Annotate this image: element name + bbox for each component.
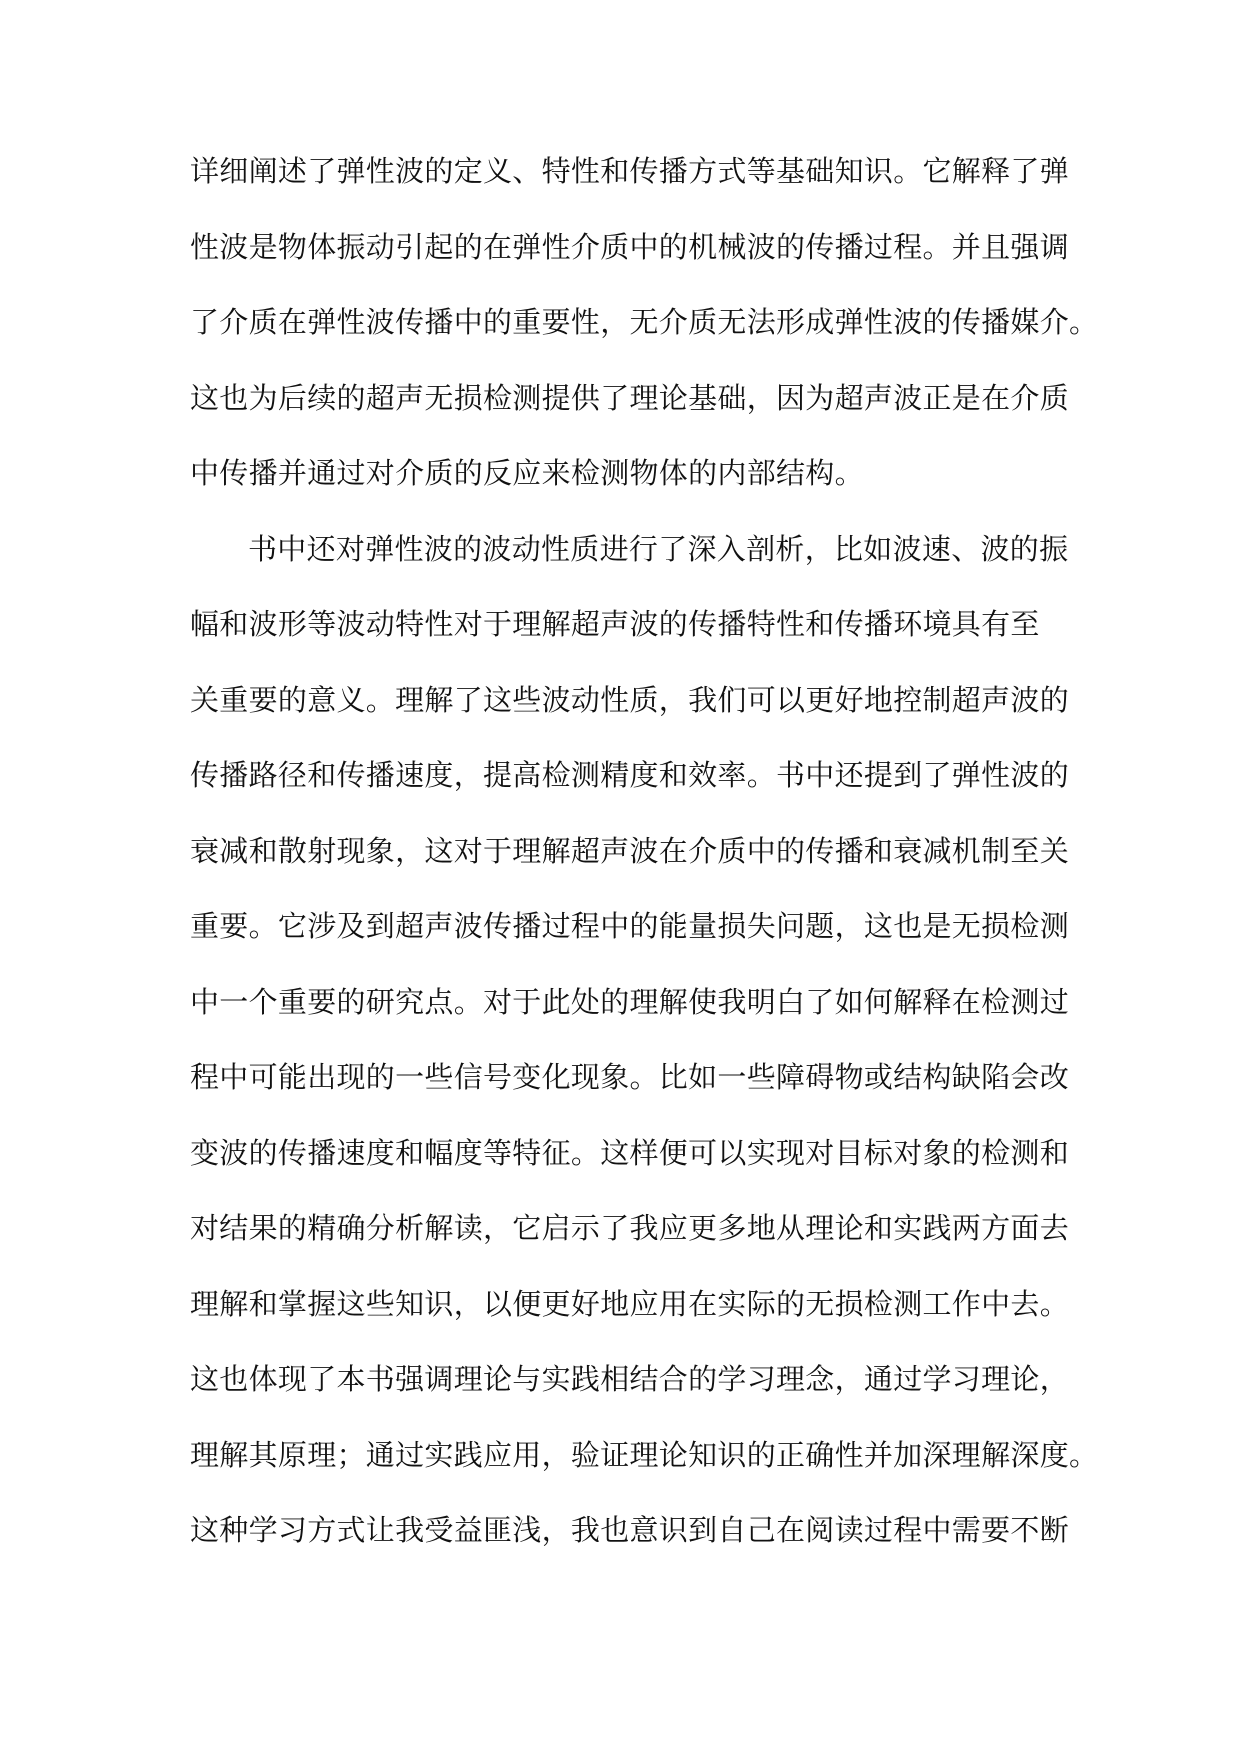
text-line: 重要。它涉及到超声波传播过程中的能量损失问题，这也是无损检测 <box>190 909 1070 943</box>
text-line: 了介质在弹性波传播中的重要性，无介质无法形成弹性波的传播媒介。 <box>190 305 1099 339</box>
text-line: 关重要的意义。理解了这些波动性质，我们可以更好地控制超声波的 <box>190 682 1070 717</box>
text-line: 性波是物体振动引起的在弹性介质中的机械波的传播过程。并且强调 <box>190 229 1070 264</box>
text-line: 理解其原理；通过实践应用，验证理论知识的正确性并加深理解深度。 <box>190 1437 1099 1472</box>
text-line: 变波的传播速度和幅度等特征。这样便可以实现对目标对象的检测和 <box>190 1135 1070 1170</box>
text-line: 这也为后续的超声无损检测提供了理论基础，因为超声波正是在介质 <box>190 380 1070 415</box>
text-line: 传播路径和传播速度，提高检测精度和效率。书中还提到了弹性波的 <box>190 758 1070 792</box>
text-line: 衰减和散射现象，这对于理解超声波在介质中的传播和衰减机制至关 <box>190 833 1070 868</box>
body-text <box>190 141 1099 1576</box>
text-line: 对结果的精确分析解读，它启示了我应更多地从理论和实践两方面去 <box>190 1211 1070 1245</box>
text-line: 这也体现了本书强调理论与实践相结合的学习理念，通过学习理论， <box>190 1362 1070 1396</box>
paragraph-first-line: 书中还对弹性波的波动性质进行了深入剖析，比如波速、波的振 <box>248 531 1069 566</box>
text-line: 详细阐述了弹性波的定义、特性和传播方式等基础知识。它解释了弹 <box>190 154 1070 188</box>
text-line: 理解和掌握这些知识，以便更好地应用在实际的无损检测工作中去。 <box>190 1286 1070 1321</box>
text-line: 幅和波形等波动特性对于理解超声波的传播特性和传播环境具有至 <box>190 607 1040 641</box>
text-line: 中一个重要的研究点。对于此处的理解使我明白了如何解释在检测过 <box>190 984 1070 1019</box>
text-line: 中传播并通过对介质的反应来检测物体的内部结构。 <box>190 456 864 490</box>
text-line: 这种学习方式让我受益匪浅，我也意识到自己在阅读过程中需要不断 <box>190 1513 1070 1547</box>
text-line: 程中可能出现的一些信号变化现象。比如一些障碍物或结构缺陷会改 <box>190 1060 1070 1094</box>
